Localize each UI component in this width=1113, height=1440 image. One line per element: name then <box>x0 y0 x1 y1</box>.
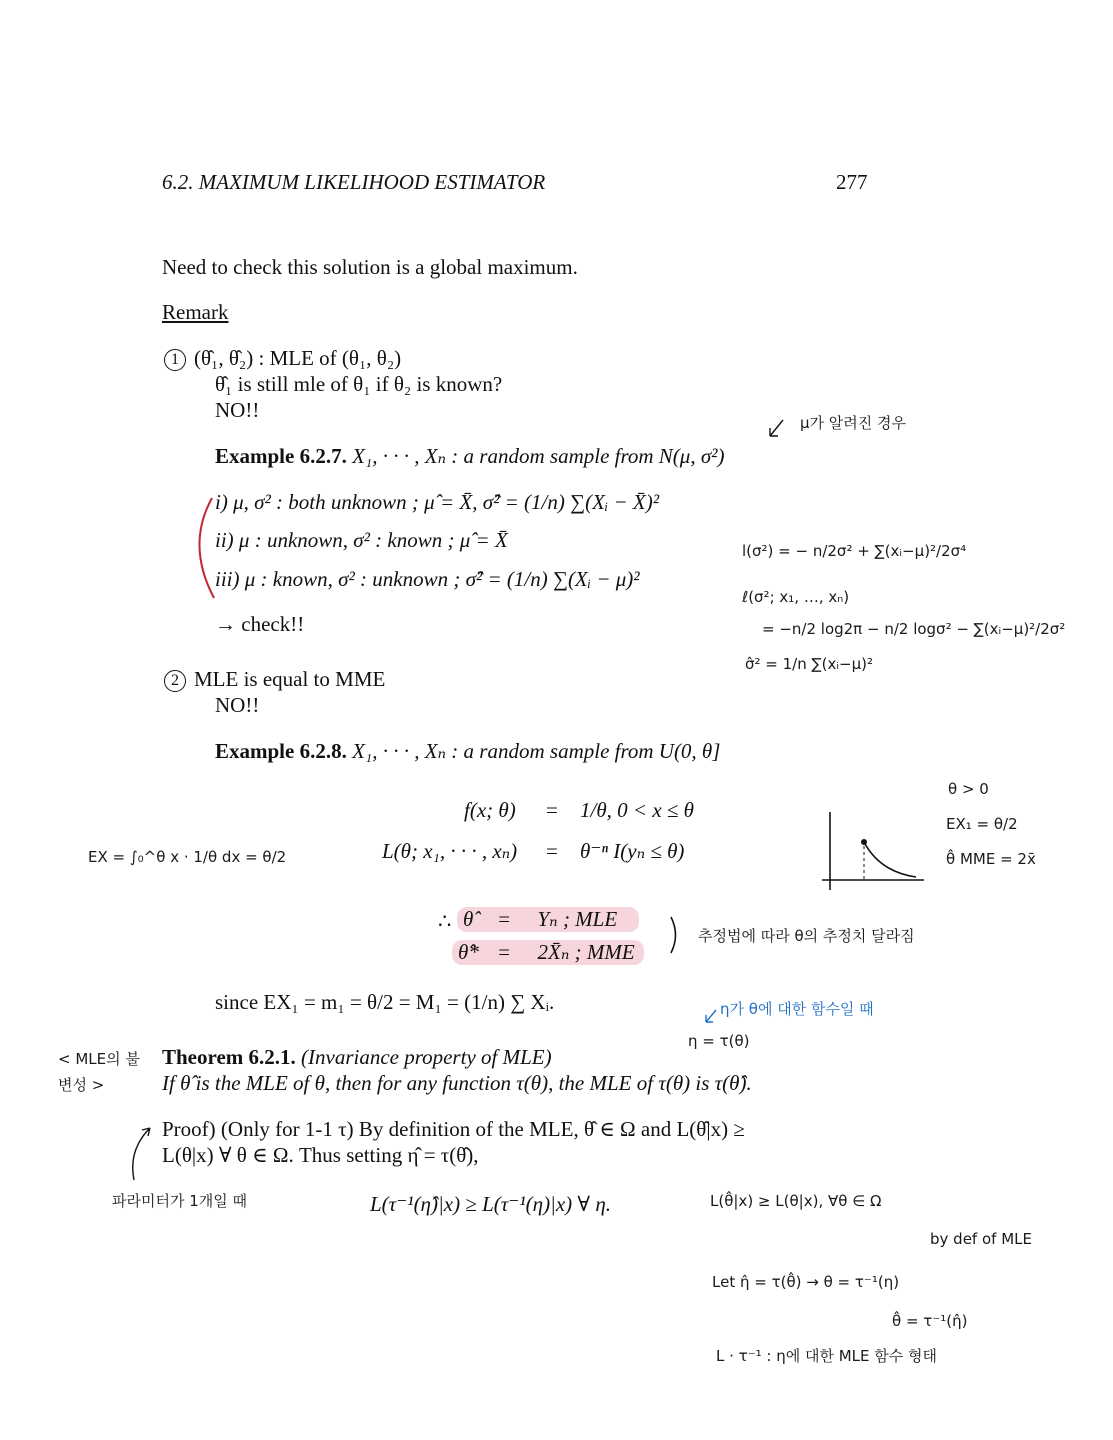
blue-arrow-icon <box>706 1010 716 1022</box>
check-arrow-icon <box>770 420 783 436</box>
note-theta-hat-inverse: θ̂ = τ⁻¹(η̂) <box>892 1312 968 1330</box>
example-6-2-8-label: Example 6.2.8. <box>215 739 347 763</box>
eq2-rhs: θ⁻ⁿ I(yₙ ≤ θ) <box>580 839 685 863</box>
check-note: → check!! <box>215 612 305 636</box>
note-estimate-depends: 추정법에 따라 θ의 추정치 달라짐 <box>698 927 915 945</box>
theorem-label: Theorem 6.2.1. <box>162 1045 296 1069</box>
case-1: i) μ, σ² : both unknown ; μ̂ = X̄, σ̂² = (1/n) ∑(Xᵢ − X̄)² <box>215 490 660 514</box>
proof-pointer-arrow-icon <box>133 1128 150 1180</box>
eq2-sign: = <box>546 839 558 863</box>
case-2: ii) μ : unknown, σ² : known ; μ̂ = X̄ <box>215 528 508 552</box>
note-ex1: EX₁ = θ/2 <box>946 815 1018 833</box>
eq1-sign: = <box>546 798 558 822</box>
theorem-statement: If θ̂ is the MLE of θ, then for any function τ(θ), the MLE of τ(θ) is τ(θ̂). <box>162 1071 752 1095</box>
remark-2-line2: NO!! <box>215 693 260 717</box>
note-mle-invariance: < MLE의 불변성 > <box>58 1050 140 1094</box>
since-line: since EX₁ = m₁ = θ/2 = M₁ = (1/n) ∑ Xᵢ. <box>215 990 555 1014</box>
likelihood-sketch <box>822 812 924 890</box>
theorem-title: (Invariance property of MLE) <box>301 1045 552 1069</box>
remark-1-line1: (θ̂₁, θ̂₂) : MLE of (θ₁, θ₂) <box>194 346 402 370</box>
result-mle-lhs: θ̂ <box>463 907 474 931</box>
result-mle-rhs: Yₙ ; MLE <box>537 907 618 931</box>
proof-line1: Proof) (Only for 1-1 τ) By definition of the MLE, θ̂ ∈ Ω and L(θ̂|x) ≥ <box>162 1117 745 1141</box>
note-l-tau: L · τ⁻¹ : η에 대한 MLE 함수 형태 <box>716 1347 937 1365</box>
case-3: iii) μ : known, σ² : unknown ; σ̂² = (1/n) ∑(Xᵢ − μ)² <box>215 567 640 591</box>
remark-1-line3: NO!! <box>215 398 260 422</box>
eq1-rhs: 1/θ, 0 < x ≤ θ <box>580 798 694 822</box>
note-theta-mme: θ̂ MME = 2x̄ <box>946 850 1036 868</box>
therefore-symbol: ∴ <box>438 909 452 933</box>
page-number: 277 <box>836 170 868 194</box>
intro-sentence: Need to check this solution is a global maximum. <box>162 255 578 279</box>
note-mu-known: μ가 알려진 경우 <box>800 414 907 432</box>
result-mme-sign: = <box>498 940 511 964</box>
eq1-lhs: f(x; θ) <box>464 798 516 822</box>
eq2-lhs: L(θ; x₁, · · · , xₙ) <box>382 839 518 863</box>
note-eta-function: η가 θ에 대한 함수일 때 <box>720 1000 874 1018</box>
note-l-sigma: l(σ²) = − n/2σ² + ∑(xᵢ−μ)²/2σ⁴ <box>742 542 967 560</box>
example-6-2-8-text: X₁, · · · , Xₙ : a random sample from U(0, θ] <box>352 739 721 763</box>
note-l-inequality: L(θ̂|x) ≥ L(θ|x), ∀θ ∈ Ω <box>710 1192 882 1210</box>
proof-display: L(τ⁻¹(η̂)|x) ≥ L(τ⁻¹(η)|x) ∀ η. <box>370 1192 611 1216</box>
result-mme-rhs: 2X̄ₙ ; MME <box>537 940 635 964</box>
note-ex-integral: EX = ∫₀^θ x · 1/θ dx = θ/2 <box>88 848 287 866</box>
red-bracket <box>199 498 214 598</box>
remark-1-line2: θ̂₁ is still mle of θ₁ if θ₂ is known? <box>215 372 503 396</box>
note-sigma-hat: σ̂² = 1/n ∑(xᵢ−μ)² <box>745 655 873 673</box>
remark-2-number: 2 <box>164 670 186 692</box>
note-let-eta: Let η̂ = τ(θ̂) → θ = τ⁻¹(η) <box>712 1273 900 1291</box>
note-by-def: by def of MLE <box>930 1230 1032 1248</box>
result-mme-lhs: θ̂* <box>458 940 479 964</box>
note-theta-positive: θ > 0 <box>948 780 989 798</box>
results-bracket <box>671 917 676 953</box>
note-eta-def: η = τ(θ) <box>688 1032 750 1050</box>
remark-heading: Remark <box>162 300 229 324</box>
note-one-parameter: 파라미터가 1개일 때 <box>112 1192 248 1210</box>
example-6-2-7-text: X₁, · · · , Xₙ : a random sample from N(μ, σ²) <box>352 444 725 468</box>
note-loglik-body: = −n/2 log2π − n/2 logσ² − ∑(xᵢ−μ)²/2σ² <box>762 620 1066 638</box>
proof-line2: L(θ|x) ∀ θ ∈ Ω. Thus setting η̂ = τ(θ̂), <box>162 1143 479 1167</box>
example-6-2-7-label: Example 6.2.7. <box>215 444 347 468</box>
remark-2-line1: MLE is equal to MME <box>194 667 386 691</box>
remark-1-number: 1 <box>164 349 186 371</box>
result-mle-sign: = <box>498 907 511 931</box>
note-loglik-head: ℓ(σ²; x₁, …, xₙ) <box>742 588 850 606</box>
running-header: 6.2. MAXIMUM LIKELIHOOD ESTIMATOR <box>162 170 546 194</box>
